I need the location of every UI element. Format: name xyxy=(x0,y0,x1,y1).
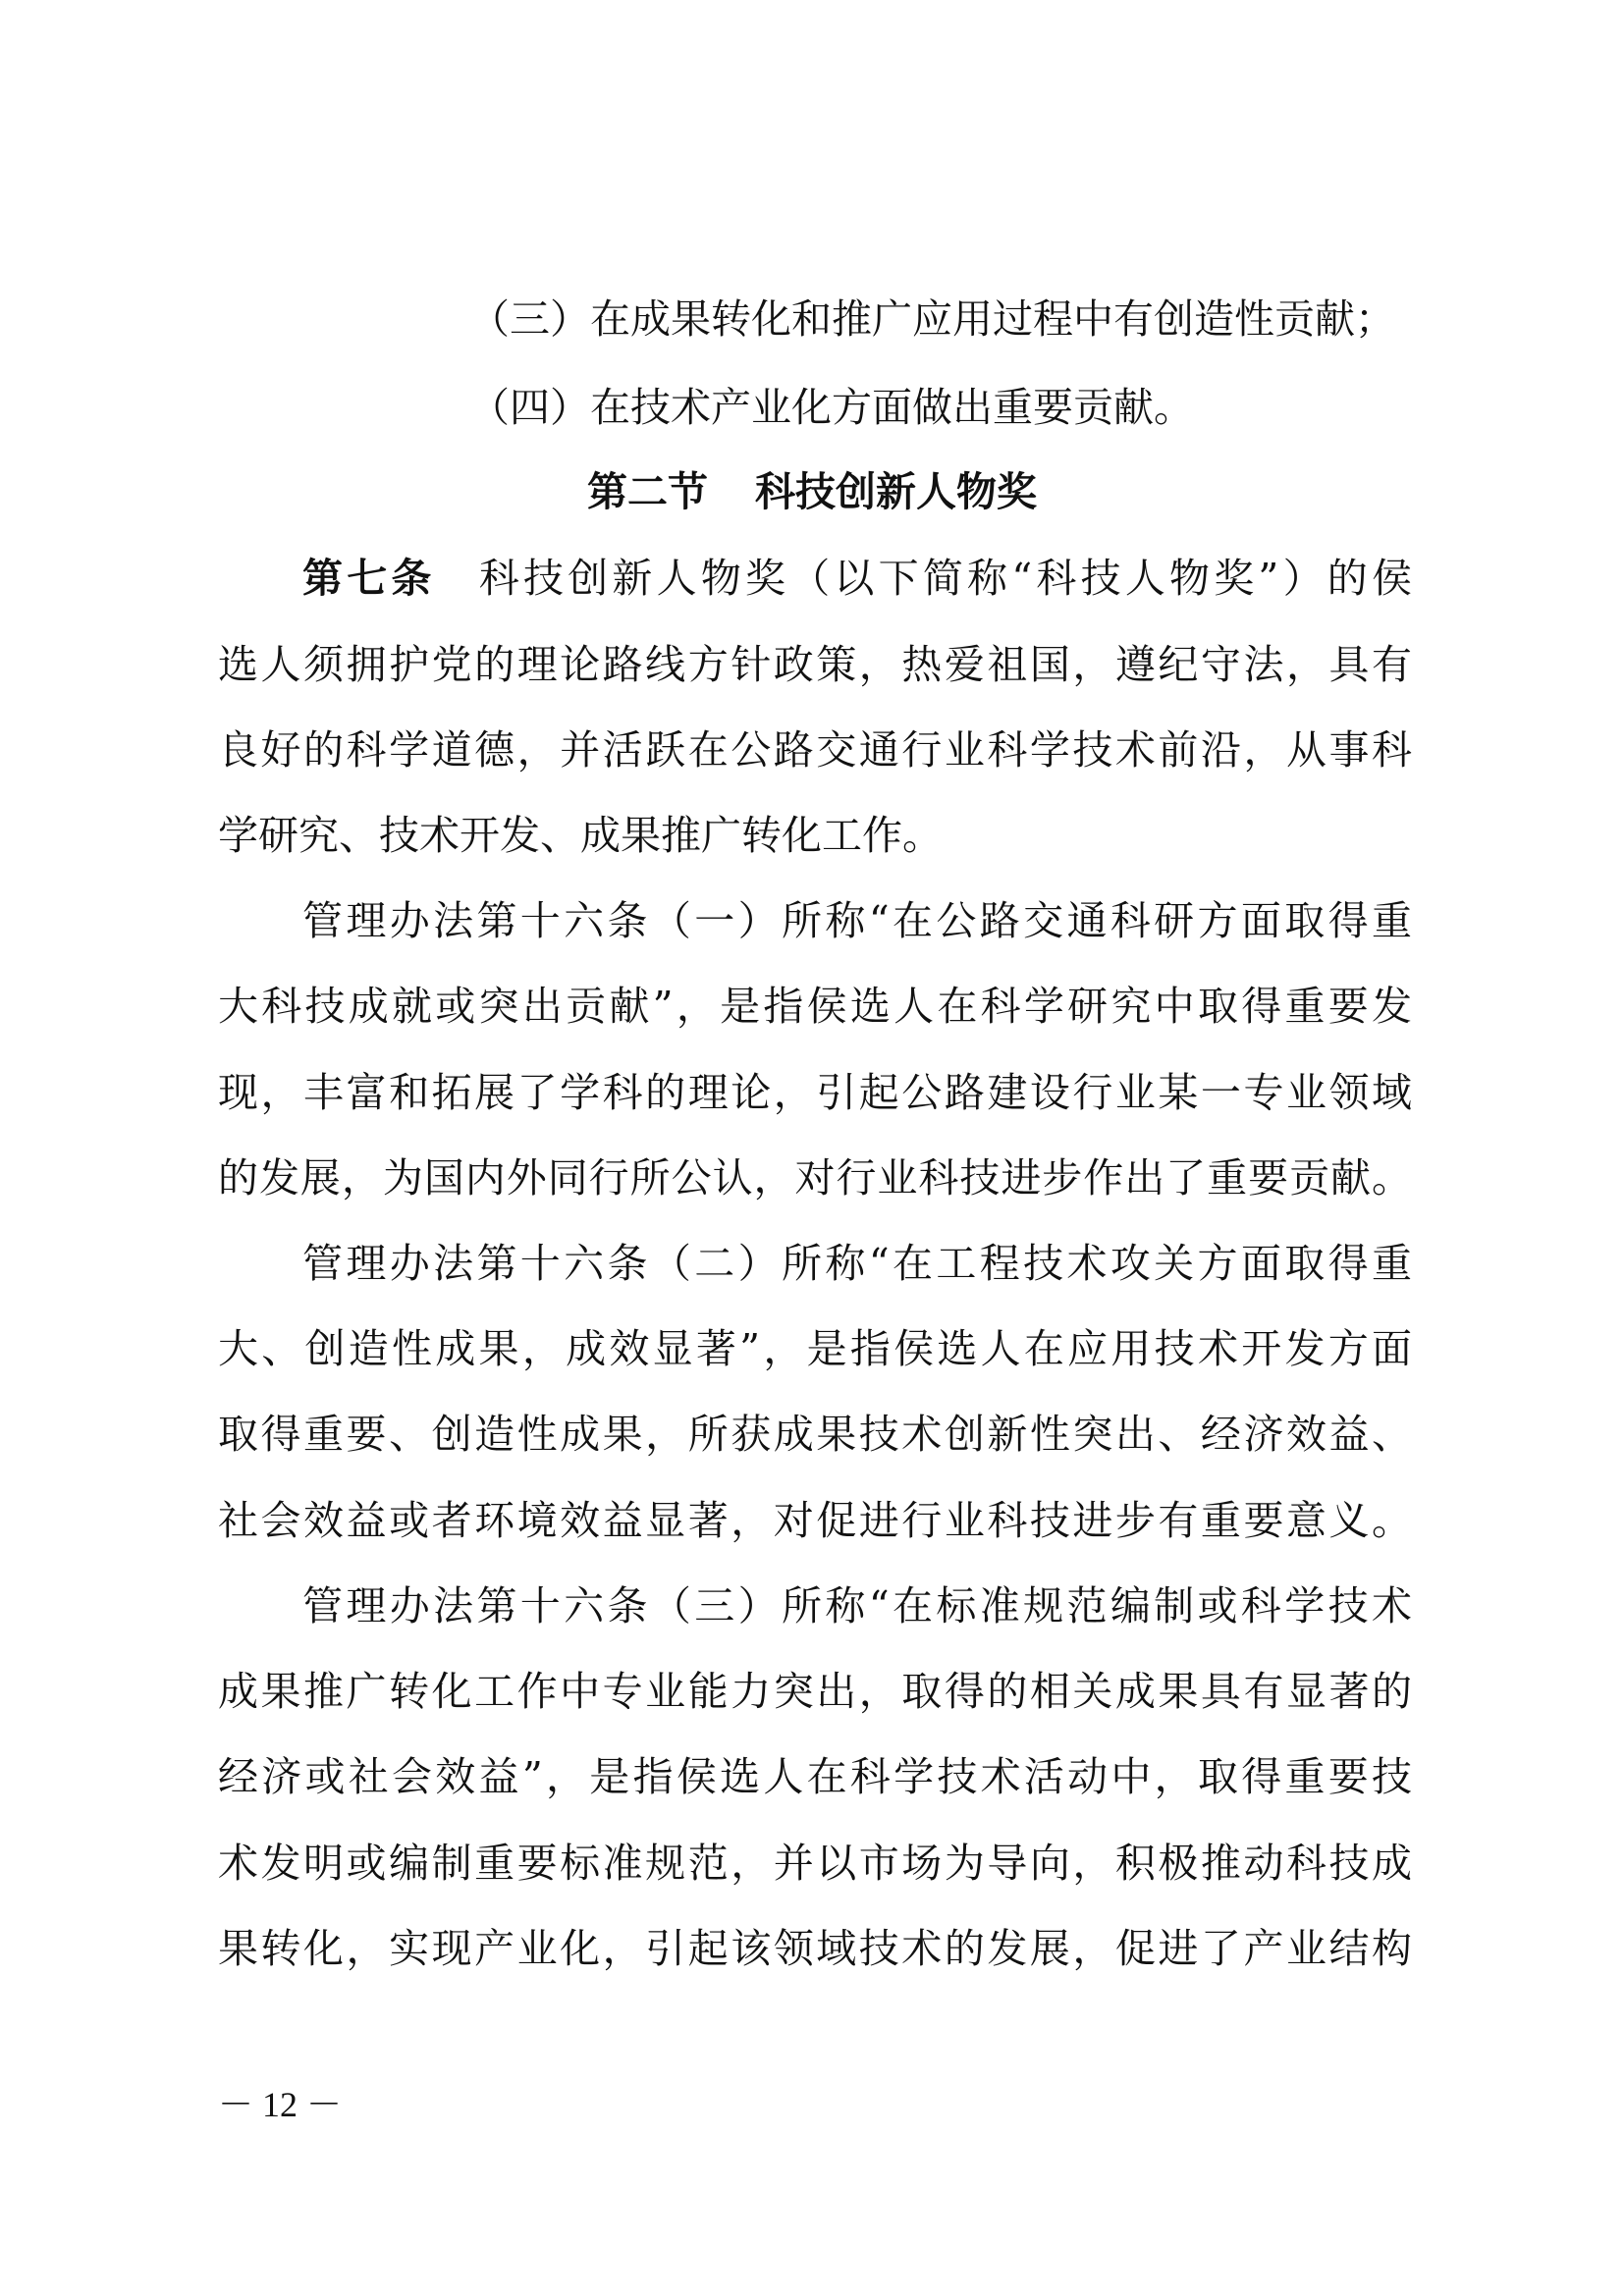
para-2-line-2: 大、创造性成果，成效显著”，是指侯选人在应用技术开发方面 xyxy=(218,1325,1412,1372)
para-3-line-1: 管理办法第十六条（三）所称“在标准规范编制或科学技术 xyxy=(302,1582,1412,1629)
list-item-3: （三）在成果转化和推广应用过程中有创造性贡献； xyxy=(469,295,1395,343)
para-2-line-4: 社会效益或者环境效益显著，对促进行业科技进步有重要意义。 xyxy=(218,1497,1412,1544)
para-3-line-4: 术发明或编制重要标准规范，并以市场为导向，积极推动科技成 xyxy=(218,1840,1412,1887)
page-number: － 12 － xyxy=(218,2085,343,2124)
list-item-4: （四）在技术产业化方面做出重要贡献。 xyxy=(469,384,1194,431)
article-7-text-line-2: 选人须拥护党的理论路线方针政策，热爱祖国，遵纪守法，具有 xyxy=(218,641,1412,688)
article-7-text-line-3: 良好的科学道德，并活跃在公路交通行业科学技术前沿，从事科 xyxy=(218,726,1412,774)
para-1-line-4: 的发展，为国内外同行所公认，对行业科技进步作出了重要贡献。 xyxy=(218,1154,1412,1201)
article-7-text-line-1: 科技创新人物奖（以下简称“科技人物奖”）的侯 xyxy=(474,555,1412,602)
para-3-line-3: 经济或社会效益”，是指侯选人在科学技术活动中，取得重要技 xyxy=(218,1753,1412,1800)
para-2-line-1: 管理办法第十六条（二）所称“在工程技术攻关方面取得重 xyxy=(302,1240,1412,1287)
article-7-text-line-4: 学研究、技术开发、成果推广转化工作。 xyxy=(218,812,943,859)
para-1-line-2: 大科技成就或突出贡献”，是指侯选人在科学研究中取得重要发 xyxy=(218,983,1412,1030)
para-3-line-2: 成果推广转化工作中专业能力突出，取得的相关成果具有显著的 xyxy=(218,1668,1412,1715)
article-7-first-line xyxy=(302,549,1412,608)
para-1-line-3: 现，丰富和拓展了学科的理论，引起公路建设行业某一专业领域 xyxy=(218,1069,1412,1116)
section-title: 科技创新人物奖 xyxy=(755,468,1037,515)
section-number: 第二节 xyxy=(587,468,708,515)
para-3-line-5: 果转化，实现产业化，引起该领域技术的发展，促进了产业结构 xyxy=(218,1925,1412,1972)
para-1-line-1: 管理办法第十六条（一）所称“在公路交通科研方面取得重 xyxy=(302,897,1412,944)
article-label: 第七条 xyxy=(302,555,436,602)
para-2-line-3: 取得重要、创造性成果，所获成果技术创新性突出、经济效益、 xyxy=(218,1411,1412,1458)
section-heading xyxy=(0,462,1624,521)
